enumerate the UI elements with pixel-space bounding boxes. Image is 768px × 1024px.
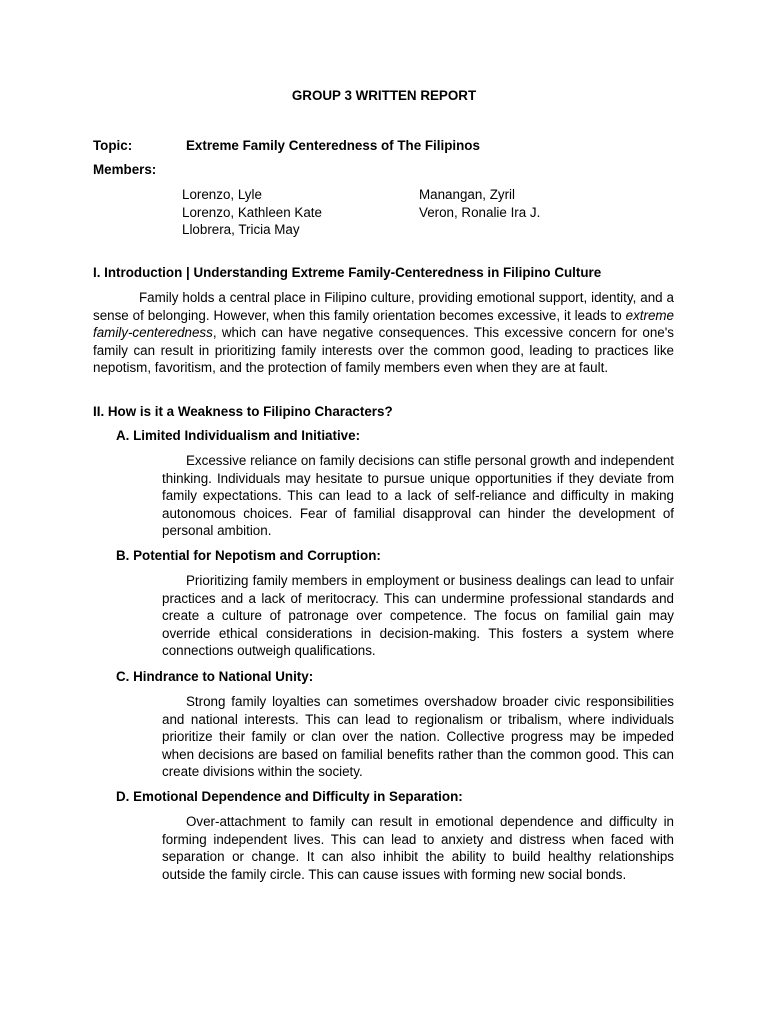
subsection-d-heading: D. Emotional Dependence and Difficulty in Separation: — [116, 789, 463, 804]
subsection-b-paragraph: Prioritizing family members in employment or business dealings can lead to unfair practices and a lack of meritocracy. This can undermine professional standards and create a culture of patronage over competence. The focus on familial gain may override ethical considerations in decision-making. This fosters a system where connections outweigh qualifications. — [162, 573, 674, 659]
member-name: Veron, Ronalie Ira J. — [419, 204, 541, 220]
subsection-c-heading: C. Hindrance to National Unity: — [116, 669, 314, 684]
member-name: Lorenzo, Lyle — [182, 187, 262, 202]
members-column-1 — [182, 186, 322, 239]
subsection-a-heading: A. Limited Individualism and Initiative: — [116, 428, 361, 443]
intro-heading: I. Introduction | Understanding Extreme Family-Centeredness in Filipino Culture — [93, 265, 602, 280]
member-name: Lorenzo, Kathleen Kate — [182, 204, 322, 220]
report-title: GROUP 3 WRITTEN REPORT — [291, 88, 477, 103]
topic-label: Topic: — [93, 138, 133, 153]
section2-heading: II. How is it a Weakness to Filipino Characters? — [93, 404, 393, 419]
topic-value: Extreme Family Centeredness of The Filipinos — [186, 138, 480, 153]
subsection-a-paragraph: Excessive reliance on family decisions can stifle personal growth and independent thinking. Individuals may hesitate to pursue unique opportunities if they deviate from family expectations. This can lead to a lack of self-reliance and difficulty in making autonomous choices. Fear of familial disapproval can hinder the development of personal ambition. — [162, 453, 674, 539]
member-name: Manangan, Zyril — [419, 187, 516, 202]
members-label: Members: — [93, 162, 157, 177]
emphasis-term: extreme family-centeredness — [93, 307, 674, 341]
members-column-2 — [419, 186, 540, 221]
member-name: Llobrera, Tricia May — [182, 222, 300, 238]
subsection-c-paragraph: Strong family loyalties can sometimes overshadow broader civic responsibilities and national interests. This can lead to regionalism or tribalism, where individuals prioritize their family or clan over the nation. Collective progress may be impeded when decisions are based on familial benefits rather than the common good. This can create divisions within the society. — [162, 694, 674, 780]
intro-paragraph: Family holds a central place in Filipino culture, providing emotional support, identity, and a sense of belonging. However, when this family orientation becomes excessive, it leads to extreme family-centeredness, which can have negative consequences. This excessive concern for one's family can result in prioritizing family interests over the common good, leading to practices like nepotism, favoritism, and the protection of family members even when they are at fault. — [93, 290, 674, 376]
subsection-d-paragraph: Over-attachment to family can result in emotional dependence and difficulty in forming independent lives. This can lead to anxiety and distress when faced with separation or change. It can also inhibit the ability to build healthy relationships outside the family circle. This can cause issues with forming new social bonds. — [162, 814, 674, 882]
subsection-b-heading: B. Potential for Nepotism and Corruption: — [116, 548, 381, 563]
